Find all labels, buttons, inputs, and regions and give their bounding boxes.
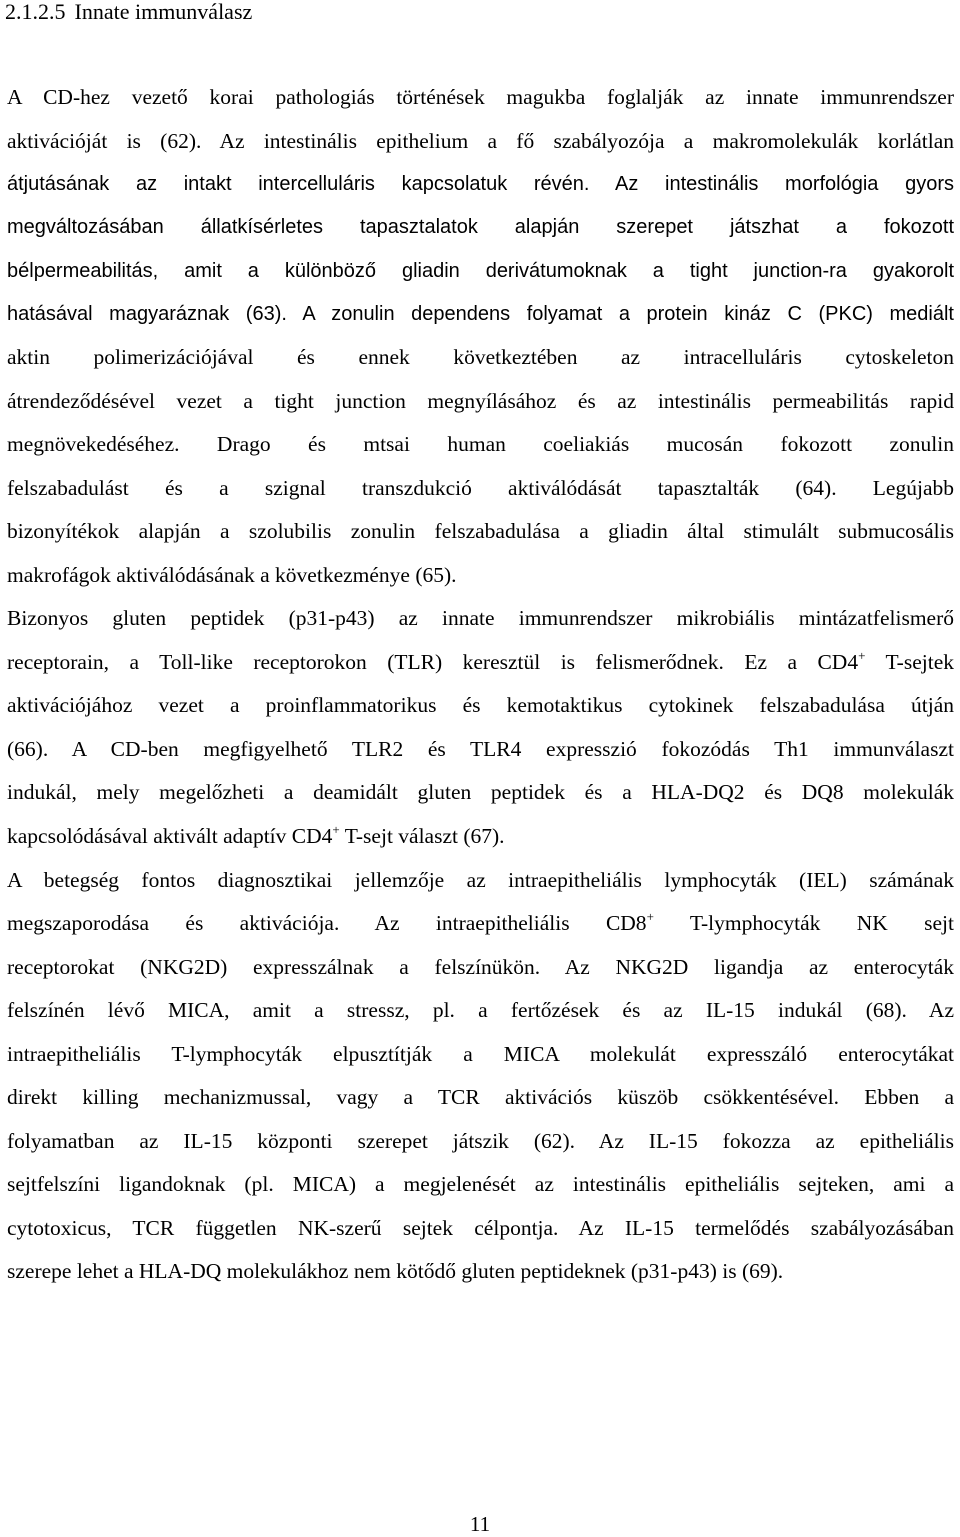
section-title: Innate immunválasz: [74, 0, 253, 24]
text-line: megváltozásában állatkísérletes tapasztalatok alapján szerepet játszhat a fokozott: [7, 216, 954, 238]
text-line: hatásával magyaráznak (63). A zonulin dependens folyamat a protein kináz C (PKC) mediált: [7, 303, 954, 325]
text-segment: kapcsolódásával aktivált adaptív CD4: [7, 824, 333, 848]
text-line: (66). A CD-ben megfigyelhető TLR2 és TLR4 expresszió fokozódás Th1 immunválaszt: [7, 737, 954, 761]
text-segment: megszaporodása és aktivációja. Az intraepitheliális CD8: [7, 911, 647, 935]
text-line: direkt killing mechanizmussal, vagy a TCR aktivációs küszöb csökkentésével. Ebben a: [7, 1085, 954, 1109]
text-line: [7, 648, 954, 676]
text-line: átjutásának az intakt intercelluláris kapcsolatuk révén. Az intestinális morfológia gyors: [7, 173, 954, 195]
text-line: makrofágok aktiválódásának a következménye (65).: [7, 563, 457, 587]
text-line: aktivációját is (62). Az intestinális epithelium a fő szabályozója a makromolekulák korlátlan: [7, 129, 954, 153]
superscript: +: [646, 909, 654, 924]
text-line: [7, 822, 954, 850]
text-line: aktivációjához vezet a proinflammatorikus és kemotaktikus cytokinek felszabadulása útján: [7, 693, 954, 717]
text-line: átrendeződésével vezet a tight junction megnyílásához és az intestinális permeabilitás rapid: [7, 389, 954, 413]
text-line: szerepe lehet a HLA-DQ molekulákhoz nem kötődő gluten peptideknek (p31-p43) is (69).: [7, 1259, 784, 1283]
page-number: 11: [469, 1512, 491, 1536]
text-line: A betegség fontos diagnosztikai jellemzője az intraepitheliális lymphocyták (IEL) számának: [7, 868, 954, 892]
superscript: +: [858, 648, 866, 663]
text-line: felszabadulást és a szignal transzdukció aktiválódását tapasztalták (64). Legújabb: [7, 476, 954, 500]
text-segment: T-lymphocyták NK sejt: [653, 911, 954, 935]
text-line: indukál, mely megelőzheti a deamidált gluten peptidek és a HLA-DQ2 és DQ8 molekulák: [7, 780, 954, 804]
text-segment: T-sejtek: [865, 650, 954, 674]
text-line: A CD-hez vezető korai pathologiás történések magukba foglalják az innate immunrendszer: [7, 85, 954, 109]
section-heading: [5, 0, 252, 26]
text-segment: T-sejt választ (67).: [339, 824, 505, 848]
text-line: Bizonyos gluten peptidek (p31-p43) az innate immunrendszer mikrobiális mintázatfelismerő: [7, 606, 954, 630]
superscript: +: [332, 822, 340, 837]
text-line: cytotoxicus, TCR független NK-szerű sejtek célpontja. Az IL-15 termelődés szabályozásában: [7, 1216, 954, 1240]
text-line: intraepitheliális T-lymphocyták elpusztítják a MICA molekulát expresszáló enterocytákat: [7, 1042, 954, 1066]
text-line: folyamatban az IL-15 központi szerepet játszik (62). Az IL-15 fokozza az epitheliális: [7, 1129, 954, 1153]
text-line: megnövekedéséhez. Drago és mtsai human coeliakiás mucosán fokozott zonulin: [7, 432, 954, 456]
text-line: bizonyítékok alapján a szolubilis zonulin felszabadulása a gliadin által stimulált submucosális: [7, 519, 954, 543]
text-line: sejtfelszíni ligandoknak (pl. MICA) a megjelenését az intestinális epitheliális sejteken, ami a: [7, 1172, 954, 1196]
text-line: [7, 909, 954, 937]
text-line: receptorokat (NKG2D) expresszálnak a felszínükön. Az NKG2D ligandja az enterocyták: [7, 955, 954, 979]
text-segment: receptorain, a Toll-like receptorokon (TLR) keresztül is felismerődnek. Ez a CD4: [7, 650, 859, 674]
text-line: aktin polimerizációjával és ennek következtében az intracelluláris cytoskeleton: [7, 345, 954, 369]
text-line: felszínén lévő MICA, amit a stressz, pl. a fertőzések és az IL-15 indukál (68). Az: [7, 998, 954, 1022]
text-line: bélpermeabilitás, amit a különböző gliadin derivátumoknak a tight junction-ra gyakorolt: [7, 260, 954, 282]
section-number: 2.1.2.5: [5, 0, 66, 24]
